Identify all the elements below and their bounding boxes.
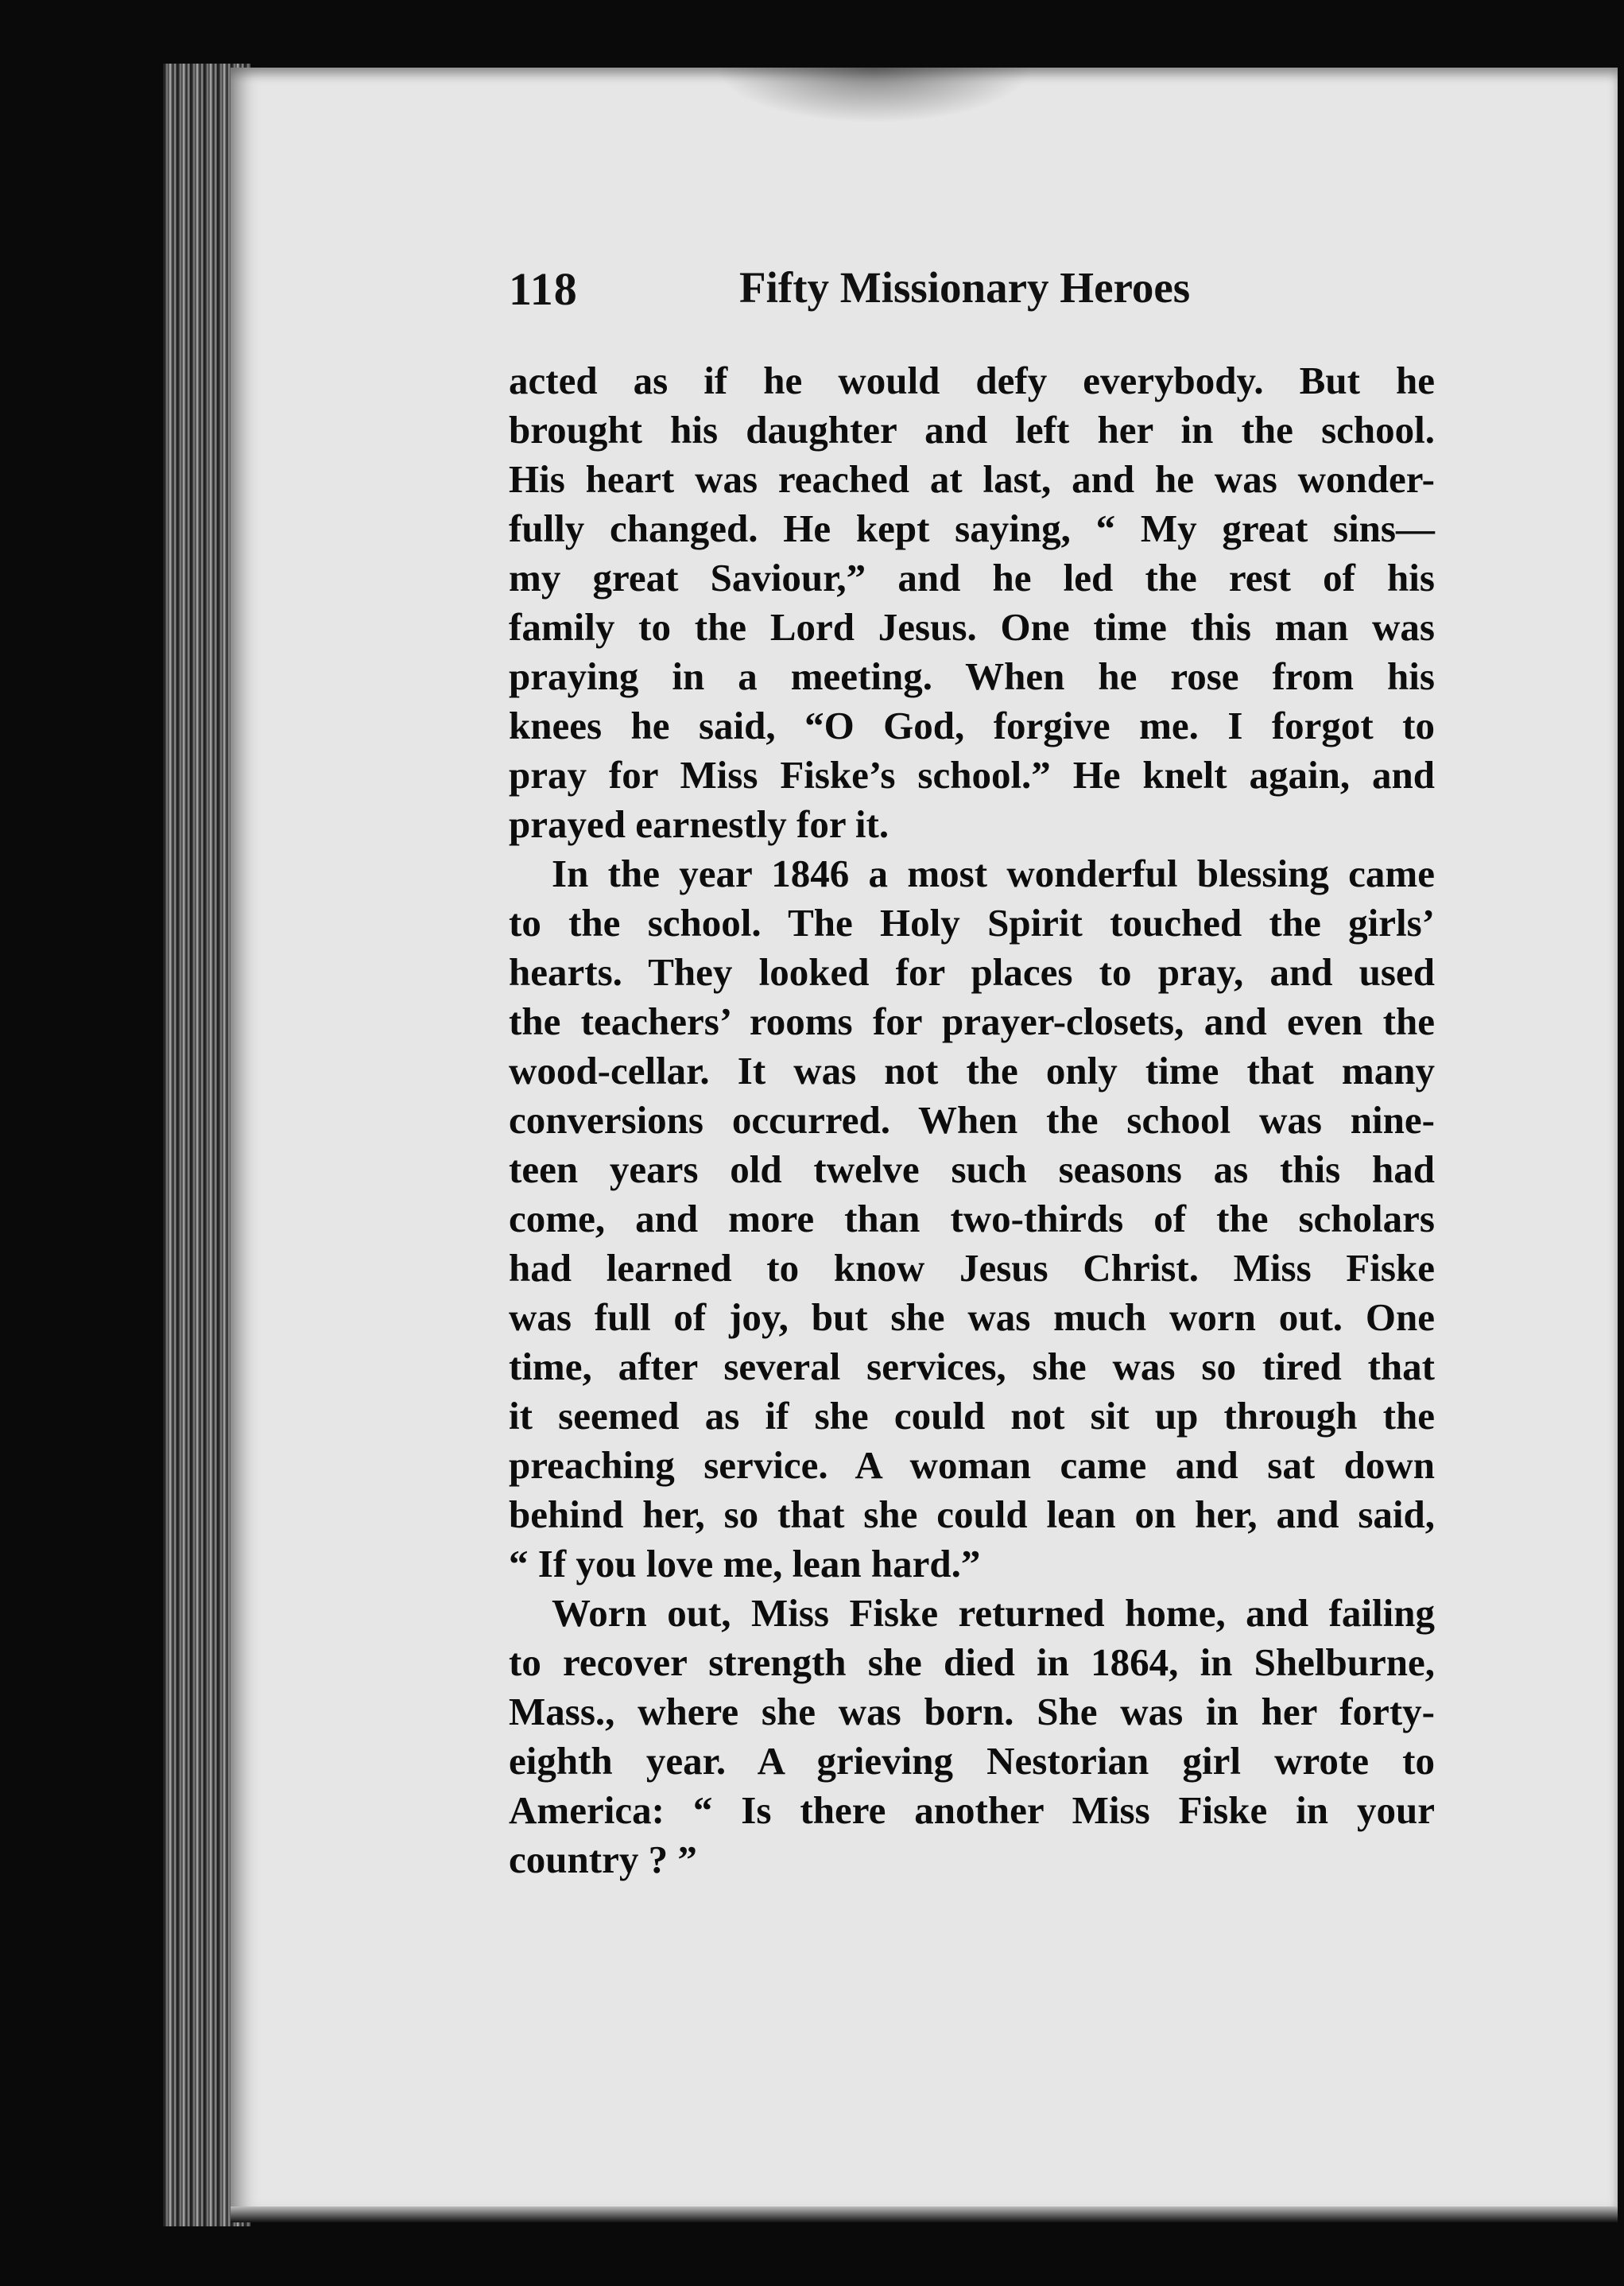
text-line: teen years old twelve such seasons as this had <box>509 1147 1435 1191</box>
page-bottom-edge <box>231 2206 1618 2222</box>
paragraph <box>509 849 1435 1589</box>
text-line: was full of joy, but she was much worn out. One <box>509 1295 1435 1339</box>
text-line: conversions occurred. When the school was nine- <box>509 1098 1435 1142</box>
page-shadow <box>715 68 1033 123</box>
text-line: Worn out, Miss Fiske returned home, and failing <box>552 1591 1435 1635</box>
text-line: eighth year. A grieving Nestorian girl wrote to <box>509 1739 1435 1783</box>
text-line: it seemed as if she could not sit up through the <box>509 1394 1435 1438</box>
body-text <box>509 356 1435 1884</box>
text-line: “ If you love me, lean hard.” <box>509 1542 981 1585</box>
text-line: wood-cellar. It was not the only time that many <box>509 1049 1435 1093</box>
text-line: prayed earnestly for it. <box>509 802 890 846</box>
text-line: family to the Lord Jesus. One time this man was <box>509 605 1435 649</box>
text-line: brought his daughter and left her in the school. <box>509 408 1435 452</box>
text-line: Mass., where she was born. She was in her forty- <box>509 1690 1435 1733</box>
text-line: to recover strength she died in 1864, in Shelburne, <box>509 1640 1435 1684</box>
text-line: come, and more than two-thirds of the scholars <box>509 1197 1435 1240</box>
text-line: In the year 1846 a most wonderful blessing came <box>552 852 1435 895</box>
running-title: Fifty Missionary Heroes <box>739 263 1191 312</box>
text-line: pray for Miss Fiske’s school.” He knelt again, and <box>509 753 1435 797</box>
paragraph <box>509 356 1435 849</box>
text-line: preaching service. A woman came and sat down <box>509 1443 1435 1487</box>
text-line: praying in a meeting. When he rose from his <box>509 654 1435 698</box>
text-line: country ? ” <box>509 1838 697 1881</box>
text-line: the teachers’ rooms for prayer-closets, and even the <box>509 999 1435 1043</box>
text-line: acted as if he would defy everybody. But he <box>509 359 1435 402</box>
paragraph <box>509 1589 1435 1884</box>
text-line: hearts. They looked for places to pray, and used <box>509 950 1435 994</box>
text-line: His heart was reached at last, and he was wonder- <box>509 457 1435 501</box>
page-number: 118 <box>509 263 578 315</box>
text-line: my great Saviour,” and he led the rest of his <box>509 556 1435 600</box>
text-line: to the school. The Holy Spirit touched the girls’ <box>509 901 1435 945</box>
text-line: time, after several services, she was so tired that <box>509 1345 1435 1388</box>
text-line: had learned to know Jesus Christ. Miss Fiske <box>509 1246 1435 1290</box>
text-line: behind her, so that she could lean on her, and said, <box>509 1492 1435 1536</box>
text-line: knees he said, “O God, forgive me. I forgot to <box>509 704 1435 747</box>
text-line: America: “ Is there another Miss Fiske in your <box>509 1788 1435 1832</box>
text-line: fully changed. He kept saying, “ My great sins— <box>509 506 1435 550</box>
page-header <box>509 262 1431 326</box>
